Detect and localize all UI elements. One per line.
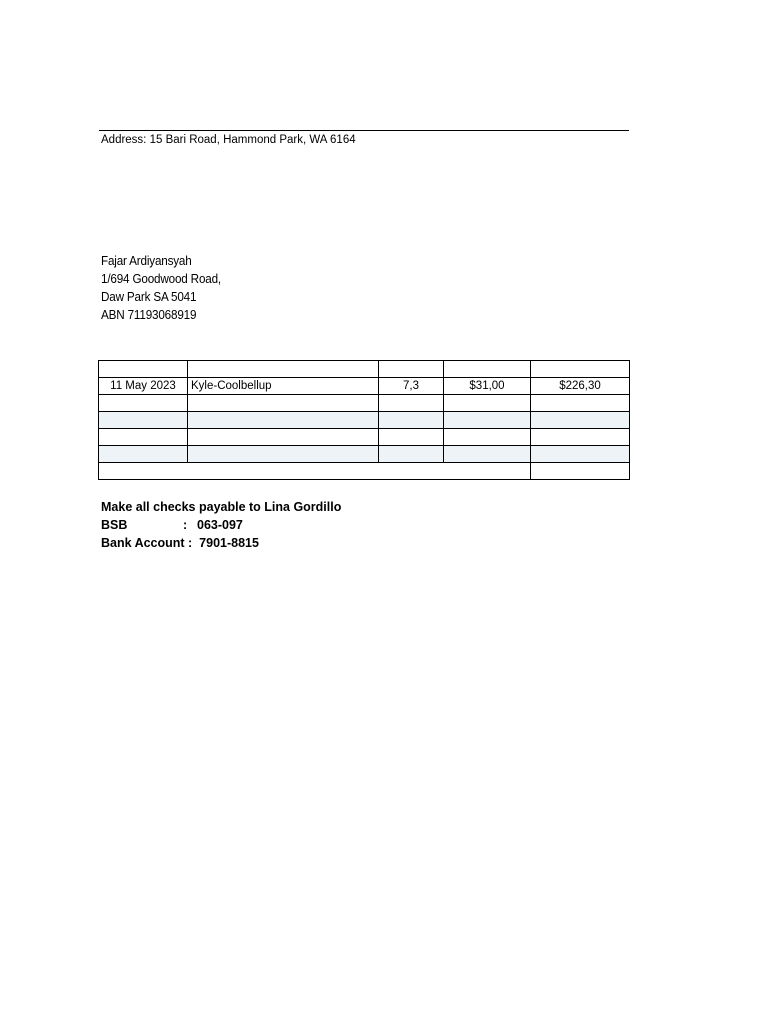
payment-details bbox=[101, 498, 341, 552]
account-label: Bank Account : bbox=[101, 536, 193, 550]
account-row bbox=[101, 534, 341, 552]
payable-to: Make all checks payable to Lina Gordillo bbox=[101, 500, 342, 514]
table-row bbox=[99, 395, 630, 412]
invoice-table bbox=[98, 360, 630, 480]
bsb-label: BSB bbox=[101, 518, 128, 532]
empty-cell bbox=[444, 446, 531, 463]
table-row bbox=[99, 446, 630, 463]
empty-cell bbox=[188, 429, 379, 446]
empty-cell bbox=[531, 395, 630, 412]
item-qty: 7,3 bbox=[379, 378, 444, 395]
item-date: 11 May 2023 bbox=[99, 378, 188, 395]
empty-cell bbox=[531, 446, 630, 463]
empty-cell bbox=[379, 412, 444, 429]
bsb-separator: : bbox=[183, 518, 188, 532]
header-cell bbox=[531, 361, 630, 378]
header-cell bbox=[188, 361, 379, 378]
header-cell bbox=[379, 361, 444, 378]
account-value: 7901-8815 bbox=[199, 536, 259, 550]
empty-cell bbox=[99, 446, 188, 463]
total-value-cell bbox=[531, 463, 630, 480]
recipient-street: 1/694 Goodwood Road, bbox=[101, 271, 221, 286]
empty-cell bbox=[444, 412, 531, 429]
bsb-row bbox=[101, 516, 341, 534]
empty-cell bbox=[99, 395, 188, 412]
sender-address: Address: 15 Bari Road, Hammond Park, WA 6164 bbox=[101, 134, 356, 146]
empty-cell bbox=[379, 395, 444, 412]
empty-cell bbox=[531, 412, 630, 429]
empty-cell bbox=[531, 429, 630, 446]
recipient-name: Fajar Ardiyansyah bbox=[101, 253, 192, 268]
recipient-city: Daw Park SA 5041 bbox=[101, 289, 197, 304]
item-amount: $226,30 bbox=[531, 378, 630, 395]
item-rate: $31,00 bbox=[444, 378, 531, 395]
empty-cell bbox=[444, 429, 531, 446]
table-row bbox=[99, 429, 630, 446]
empty-cell bbox=[188, 412, 379, 429]
header-cell bbox=[99, 361, 188, 378]
empty-cell bbox=[188, 395, 379, 412]
header-cell bbox=[444, 361, 531, 378]
empty-cell bbox=[444, 395, 531, 412]
item-description: Kyle-Coolbellup bbox=[188, 378, 379, 395]
header-divider bbox=[99, 130, 629, 131]
total-label-cell bbox=[99, 463, 531, 480]
table-row bbox=[99, 412, 630, 429]
empty-cell bbox=[379, 446, 444, 463]
total-row bbox=[99, 463, 630, 480]
empty-cell bbox=[379, 429, 444, 446]
bsb-value: 063-097 bbox=[197, 518, 243, 532]
empty-cell bbox=[99, 429, 188, 446]
table-row bbox=[99, 378, 630, 395]
recipient-abn: ABN 71193068919 bbox=[101, 307, 197, 322]
empty-cell bbox=[188, 446, 379, 463]
recipient-block bbox=[101, 252, 234, 324]
empty-cell bbox=[99, 412, 188, 429]
table-header-row bbox=[99, 361, 630, 378]
